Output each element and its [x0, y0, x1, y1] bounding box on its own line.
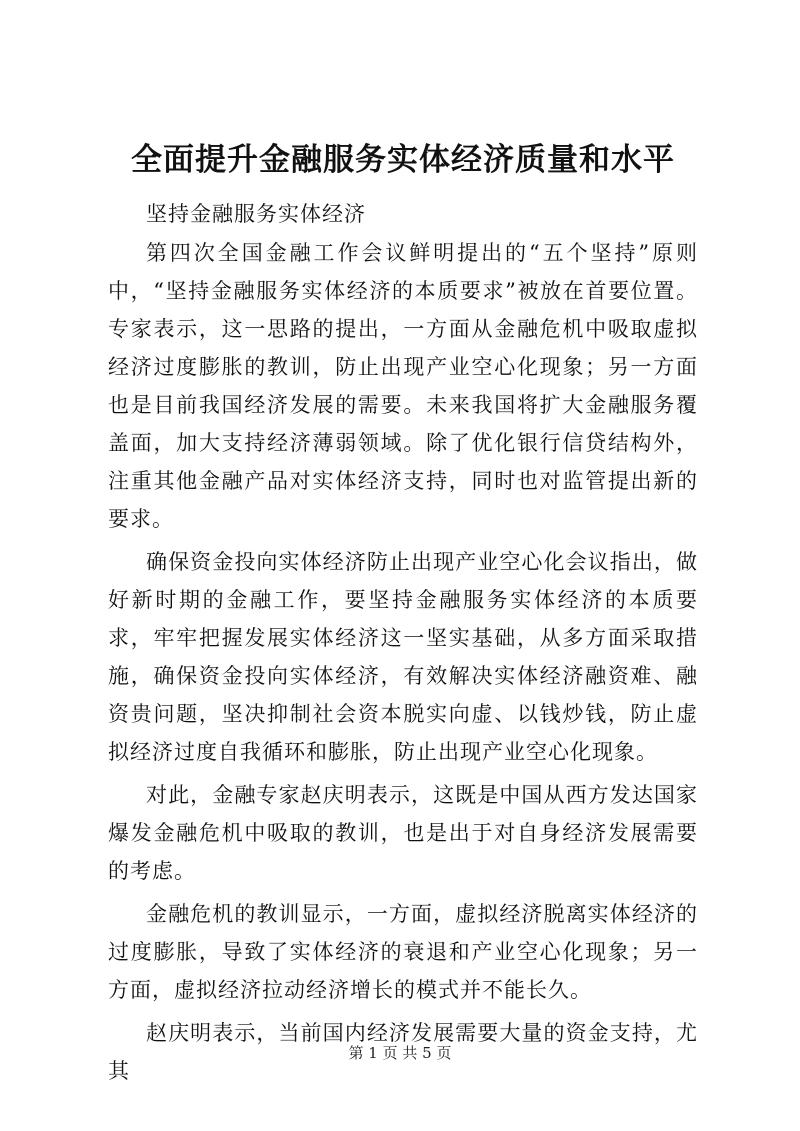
paragraph-3: 对此，金融专家赵庆明表示，这既是中国从西方发达国家爆发金融危机中吸取的教训，也是出于对自身经济发展需要的考虑。: [108, 783, 698, 883]
paragraph-2: 确保资金投向实体经济防止出现产业空心化会议指出，做好新时期的金融工作，要坚持金融服务实体经济的本质要求，牢牢把握发展实体经济这一坚实基础，从多方面采取措施，确保资金投向实体经济，有效解决实体经济融资难、融资贵问题，坚决抑制社会资本脱实向虚、以钱炒钱，防止虚拟经济过度自我循环和膨胀，防止出现产业空心化现象。: [108, 550, 698, 764]
document-subtitle: 坚持金融服务实体经济: [146, 202, 366, 226]
page-number-footer: 第 1 页 共 5 页: [348, 1044, 452, 1062]
paragraph-1: 第四次全国金融工作会议鲜明提出的“五个坚持”原则中，“坚持金融服务实体经济的本质要求”被放在首要位置。专家表示，这一思路的提出，一方面从金融危机中吸取虚拟经济过度膨胀的教训，防止出现产业空心化现象；另一方面也是目前我国经济发展的需要。未来我国将扩大金融服务覆盖面，加大支持经济薄弱领域。除了优化银行信贷结构外，注重其他金融产品对实体经济支持，同时也对监管提出新的要求。: [108, 241, 698, 531]
document-title: 全面提升金融服务实体经济质量和水平: [131, 142, 675, 178]
document-page: [108, 138, 698, 1090]
paragraph-4: 金融危机的教训显示，一方面，虚拟经济脱离实体经济的过度膨胀，导致了实体经济的衰退和产业空心化现象；另一方面，虚拟经济拉动经济增长的模式并不能长久。: [108, 902, 698, 1002]
paragraph-5: 赵庆明表示，当前国内经济发展需要大量的资金支持，尤其: [108, 1021, 698, 1083]
